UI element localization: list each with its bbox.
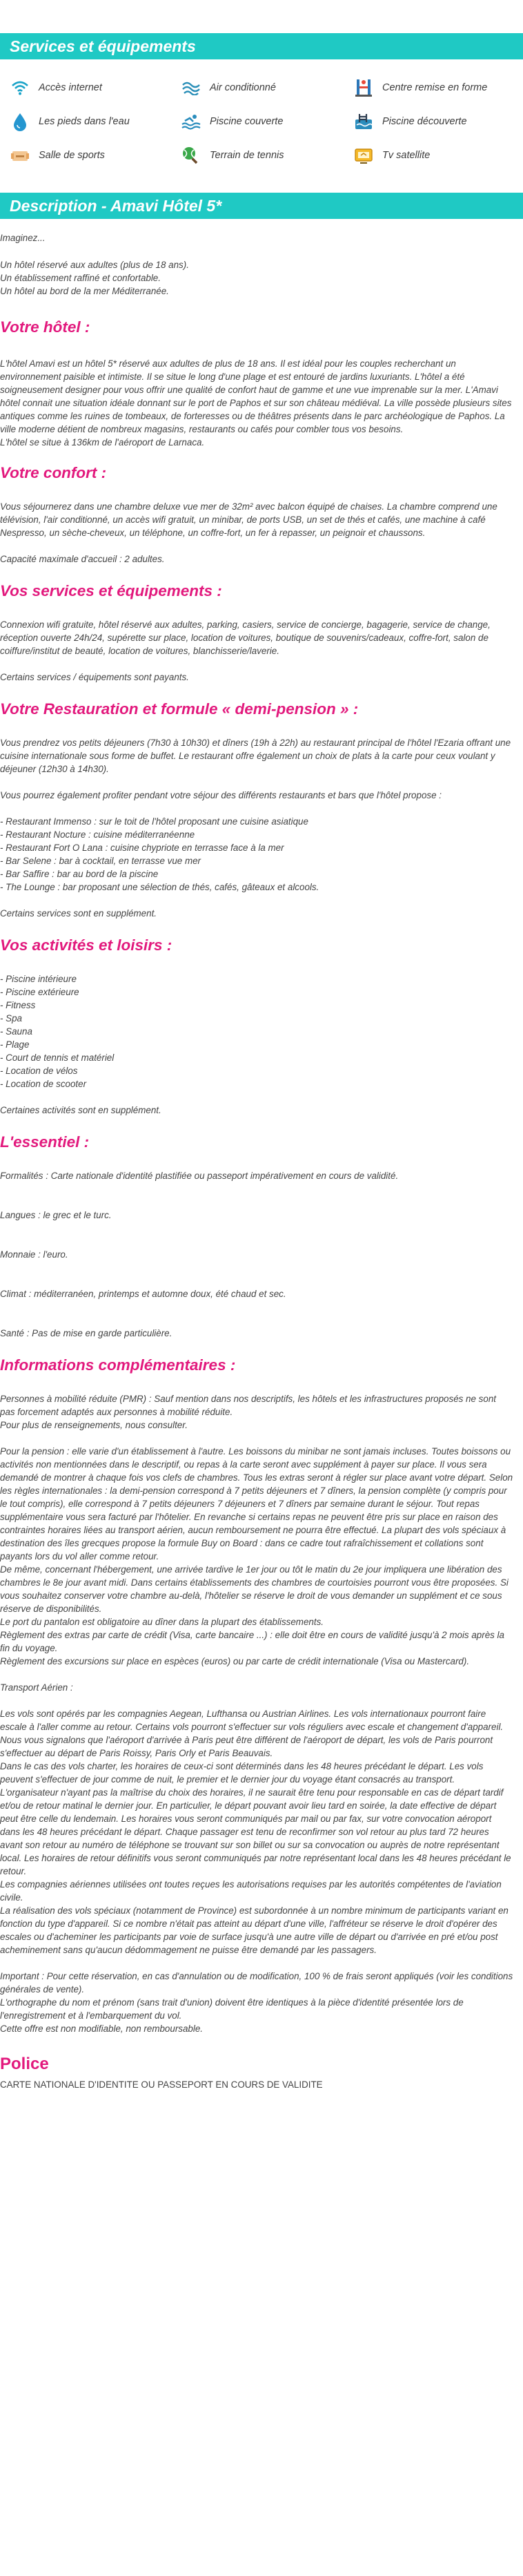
- service-item: Accès internet: [10, 70, 181, 104]
- service-item: Les pieds dans l'eau: [10, 104, 181, 138]
- activities-paid: Certaines activités sont en supplément.: [0, 1105, 161, 1115]
- description-body: [0, 231, 523, 2091]
- activity-item: - Piscine intérieure: [0, 974, 77, 984]
- activity-item: - Plage: [0, 1039, 30, 1050]
- activity-item: - Piscine extérieure: [0, 987, 79, 997]
- intro-line: Un hôtel réservé aux adultes (plus de 18 ans).: [0, 260, 189, 270]
- resto-item: - Restaurant Immenso : sur le toit de l'hôtel proposant une cuisine asiatique: [0, 816, 308, 827]
- hotel-text: L'hôtel Amavi est un hôtel 5* réservé aux adultes de plus de 18 ans. Il est idéal pour les couples recherchant un environnement paisible et intimiste. Il se situe le long d'une plage et est entouré de jardins luxuriants. L'hôtel a été soigneusement designer pour vous offrir une qualité de confort haut de gamme et une vue imprenable sur la mer. L'Amavi hôtel connait une situation idéale donnant sur le port de Paphos et sur son château médiéval. La ville possède plusieurs sites antiques comme les ruines de tombeaux, de forteresses ou de théâtres présents dans le parc archéologique de Paphos. La ville moderne détient de nombreux magasins, restaurants ou cafés pour combler tous vos besoins.: [0, 358, 512, 434]
- services-text: Connexion wifi gratuite, hôtel réservé aux adultes, parking, casiers, service de concierge, bagagerie, service de change, réception ouverte 24h/24, supérette sur place, location de voitures, boutique de souvenirs/cadeaux, coffre-fort, salon de coiffure/institut de beauté, location de voitures, blanchisserie/laverie.: [0, 619, 491, 656]
- essential-item: Monnaie : l'euro.: [0, 1249, 68, 1260]
- wifi-icon: [10, 77, 30, 98]
- essential-item: Langues : le grec et le turc.: [0, 1210, 112, 1220]
- police-text: CARTE NATIONALE D'IDENTITE OU PASSEPORT EN COURS DE VALIDITE: [0, 2079, 323, 2090]
- info-pension: Pour la pension : elle varie d'un établissement à l'autre. Les boissons du minibar ne sont jamais incluses. Toutes boissons ou activités non mentionnées dans le descriptif, ou repas à la carte seront avec supplément à payer sur place. Il vous sera demandé de montrer à chaque fois vos clefs de chambres. Tous les extras seront à régler sur place avant votre départ. Selon les règles internationales : la demi-pension correspond à 7 petits déjeuners et 7 dîners, la pension complète (y compris pour le tout compris), elle correspond à 7 petits déjeuners 7 déjeuners et 7 dîners par semaine durant le séjour. Tout repas supplémentaire vous sera facturé par l'hôtelier. En revanche si certains repas ne peuvent être pris sur place en raison des contraintes horaires liées au transport aérien, aucun remboursement ne pourra être effectué. La plupart des vols spéciaux à destination des îles grecques propose la formule Buy on Board : dans ce cadre tout rafraîchissement et collations sont payants lors du vol aller comme retour.: [0, 1446, 513, 1561]
- services-title: Vos services et équipements :: [0, 582, 222, 599]
- service-item: Salle de sports: [10, 138, 181, 172]
- resto-text-2: Vous pourrez également profiter pendant votre séjour des différents restaurants et bars que l'hôtel propose :: [0, 790, 442, 800]
- water-drop-icon: [10, 111, 30, 132]
- important-text: Cette offre est non modifiable, non remboursable.: [0, 2024, 204, 2034]
- pool-ladder-icon: [353, 111, 374, 132]
- intro-line: Un hôtel au bord de la mer Méditerranée.: [0, 286, 169, 296]
- resto-item: - Bar Selene : bar à cocktail, en terrasse vue mer: [0, 856, 201, 866]
- essential-item: Climat : méditerranéen, printemps et automne doux, été chaud et sec.: [0, 1289, 286, 1299]
- fitness-icon: [353, 77, 374, 98]
- resto-title: Votre Restauration et formule « demi-pension » :: [0, 700, 359, 718]
- service-item: Piscine couverte: [181, 104, 353, 138]
- description-header: Description - Amavi Hôtel 5*: [0, 193, 523, 219]
- service-item: Piscine découverte: [353, 104, 520, 138]
- info-title: Informations complémentaires :: [0, 1356, 236, 1374]
- transport-text: Les compagnies aériennes utilisées ont toutes reçues les autorisations requises par les autorités compétentes de l'aviation civile.: [0, 1879, 502, 1903]
- info-excursions: Règlement des excursions sur place en espèces (euros) ou par carte de crédit internationale (Visa ou Mastercard).: [0, 1656, 470, 1666]
- activities-title: Vos activités et loisirs :: [0, 936, 172, 954]
- activity-item: - Location de vélos: [0, 1066, 78, 1076]
- essential-item: Santé : Pas de mise en garde particulière.: [0, 1328, 172, 1338]
- service-item: Air conditionné: [181, 70, 353, 104]
- hotel-distance: L'hôtel se situe à 136km de l'aéroport de Larnaca.: [0, 437, 205, 448]
- services-header: Services et équipements: [0, 33, 523, 59]
- transport-title: Transport Aérien :: [0, 1682, 73, 1693]
- services-grid: [0, 59, 523, 172]
- transport-text: La réalisation des vols spéciaux (notamment de Province) est subordonnée à un nombre minimum de participants variant en fonction du type d'appareil. Si ce nombre n'était pas atteint au départ d'une ville, l'affréteur se réserve le droit d'opérer des escales ou d'acheminer les participants par voie de surface jusqu'à une autre ville de départ ou d'arrivée en pré et/ou post acheminement sans qu'aucun dédommagement ne puisse être demandé par les passagers.: [0, 1905, 509, 1955]
- comfort-capacity: Capacité maximale d'accueil : 2 adultes.: [0, 554, 165, 564]
- activity-item: - Sauna: [0, 1026, 32, 1037]
- important-text: L'orthographe du nom et prénom (sans trait d'union) doivent être identiques à la pièce d'identité présentée lors de l'enregistrement et à l'embarquement du vol.: [0, 1997, 464, 2021]
- services-paid: Certains services / équipements sont payants.: [0, 672, 189, 682]
- info-pmr: Personnes à mobilité réduite (PMR) : Sauf mention dans nos descriptifs, les hôtels et les infrastructures proposés ne sont pas forcement adaptés aux personnes à mobilité réduite.: [0, 1394, 496, 1417]
- resto-item: - Bar Saffire : bar au bord de la piscine: [0, 869, 159, 879]
- comfort-title: Votre confort :: [0, 464, 107, 481]
- info-rooms: De même, concernant l'hébergement, une arrivée tardive le 1er jour ou tôt le matin du 2e jour impliquera une libération des chambres le 8e jour avant midi. Dans certains établissements des chambres de courtoisies pourront vous être proposées. Si vous souhaitez conserver votre chambre au-delà, l'hôtelier se réserve le droit de vous demander un supplément et ce sous réserve de disponibilités.: [0, 1564, 509, 1614]
- dumbbell-icon: [10, 145, 30, 166]
- resto-text: Vous prendrez vos petits déjeuners (7h30 à 10h30) et dîners (19h à 22h) au restaurant principal de l'hôtel l'Ezaria offrant une cuisine internationale sous forme de buffet. Le restaurant offre également un choix de plats à la carte pour ceux voulant y déjeuner (12h30 à 14h30).: [0, 738, 511, 774]
- page: [0, 33, 523, 2091]
- info-pmr-2: Pour plus de renseignements, nous consulter.: [0, 1420, 188, 1430]
- tennis-icon: [181, 145, 201, 166]
- important-text: Important : Pour cette réservation, en cas d'annulation ou de modification, 100 % de frais seront appliqués (voir les conditions générales de vente).: [0, 1971, 513, 1995]
- activity-item: - Fitness: [0, 1000, 36, 1010]
- pool-icon: [181, 111, 201, 132]
- hotel-title: Votre hôtel :: [0, 318, 90, 336]
- essential-title: L'essentiel :: [0, 1133, 90, 1151]
- resto-paid: Certains services sont en supplément.: [0, 908, 157, 919]
- activity-item: - Spa: [0, 1013, 23, 1023]
- resto-item: - Restaurant Fort O Lana : cuisine chypriote en terrasse face à la mer: [0, 843, 284, 853]
- activity-item: - Location de scooter: [0, 1079, 87, 1089]
- transport-text: Les vols sont opérés par les compagnies Aegean, Lufthansa ou Austrian Airlines. Les vols internationaux pourront faire escale à l'aller comme au retour. Certains vols pourront s'effectuer sur vols réguliers avec escale et changement d'appareil.: [0, 1709, 504, 1732]
- service-item: Terrain de tennis: [181, 138, 353, 172]
- intro-line: Imaginez...: [0, 233, 46, 243]
- service-item: Centre remise en forme: [353, 70, 520, 104]
- transport-text: Nous vous signalons que l'aéroport d'arrivée à Paris peut être différent de l'aéroport de départ, les vols de Paris pourront s'effectuer au départ de Paris Roissy, Paris Orly et Paris Beauvais.: [0, 1735, 493, 1758]
- transport-text: Dans le cas des vols charter, les horaires de ceux-ci sont déterminés dans les 48 heures précédant le départ. Les vols peuvent s'effectuer de jour comme de nuit, le premier et le dernier jour du voyage étant consacrés au transport. L'organisateur n'ayant pas la maîtrise du choix des horaires, il ne saurait être tenu pour responsable en cas de départ tardif et/ou de retour matinal le dernier jour. En particulier, le départ pouvant avoir lieu tard en soirée, la date effective de départ peut être celle du lendemain. Les horaires vous seront communiqués par mail ou par fax, sur votre convocation aéroport dans les 48 heures précédant le départ. Chaque passager est tenu de reconfirmer son vol retour au plus tard 72 heures avant son retour au numéro de téléphone se trouvant sur son billet ou sur sa convocation ou auprès de notre représentant local. Les horaires de retour définitifs vous seront communiqués par notre représentant local dans les 48 heures précédant le retour.: [0, 1761, 511, 1876]
- resto-item: - The Lounge : bar proposant une sélection de thés, cafés, gâteaux et alcools.: [0, 882, 319, 892]
- tv-icon: [353, 145, 374, 166]
- activity-item: - Court de tennis et matériel: [0, 1052, 115, 1063]
- essential-item: Formalités : Carte nationale d'identité plastifiée ou passeport impérativement en cours de validité.: [0, 1171, 399, 1181]
- comfort-text: Vous séjournerez dans une chambre deluxe vue mer de 32m² avec balcon équipé de chaises. La chambre comprend une télévision, l'air conditionné, un accès wifi gratuit, un minibar, de ports USB, un set de thés et cafés, une machine à café Nespresso, un sèche-cheveux, un téléphone, un coffre-fort, un fer à repasser, un peignoir et chaussons.: [0, 501, 497, 538]
- resto-item: - Restaurant Nocture : cuisine méditerranéenne: [0, 829, 195, 840]
- police-title: Police: [0, 2055, 49, 2073]
- info-dress: Le port du pantalon est obligatoire au dîner dans la plupart des établissements.: [0, 1617, 324, 1627]
- service-item: Tv satellite: [353, 138, 520, 172]
- fan-icon: [181, 77, 201, 98]
- intro-line: Un établissement raffiné et confortable.: [0, 273, 161, 283]
- info-extras: Règlement des extras par carte de crédit (Visa, carte bancaire ...) : elle doit être en cours de validité jusqu'à 2 mois après la fin du voyage.: [0, 1630, 504, 1653]
